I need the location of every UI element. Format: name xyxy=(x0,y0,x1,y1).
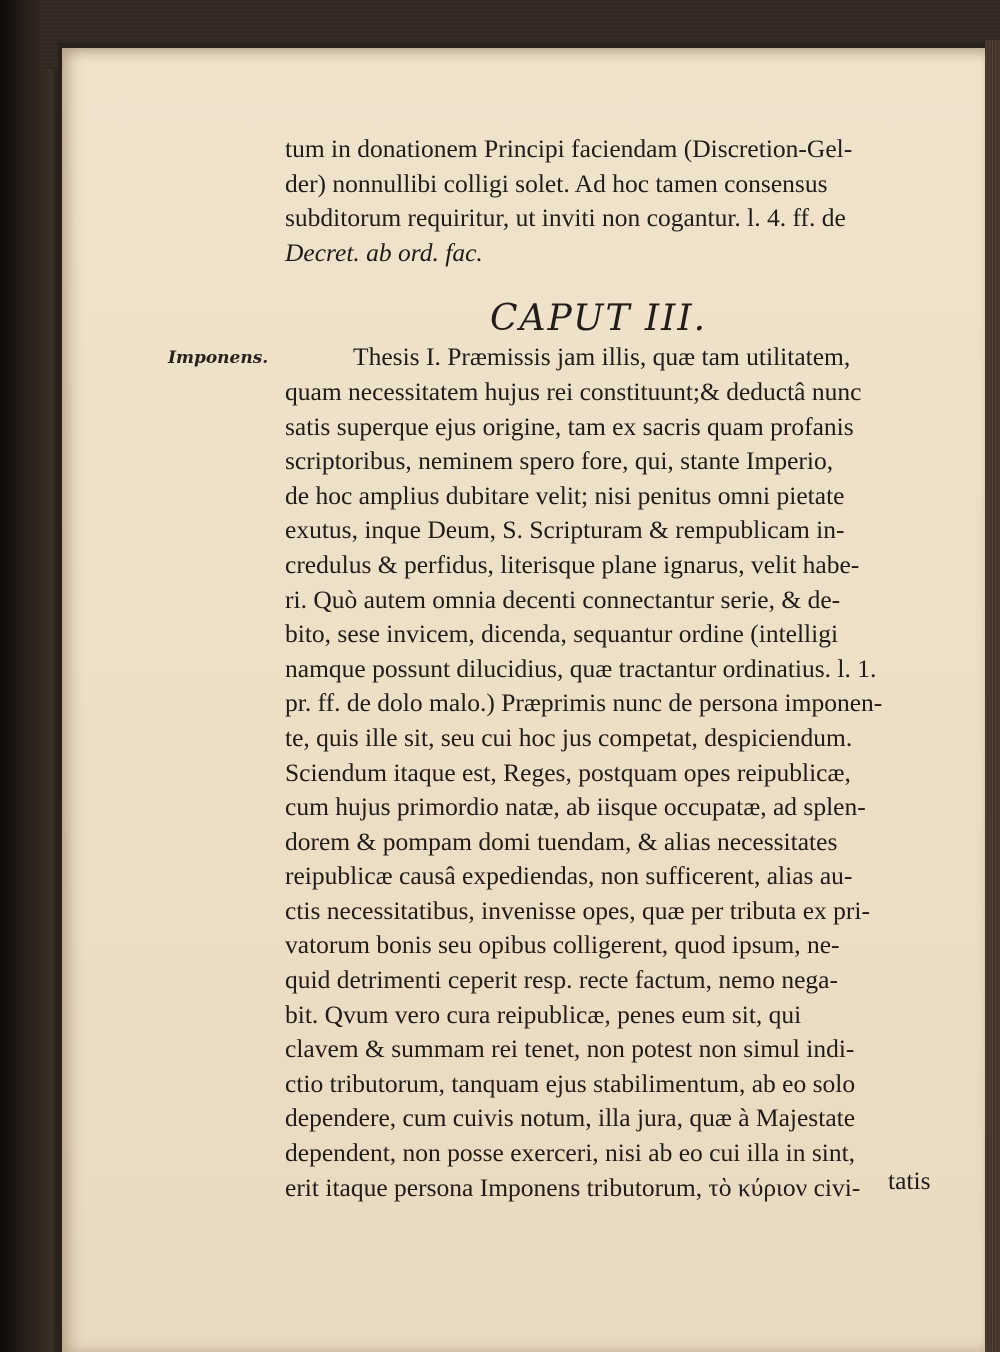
text-line: clavem & summam rei tenet, non potest non simul indi- xyxy=(285,1034,855,1064)
text-line: reipublicæ causâ expediendas, non sufficerent, alias au- xyxy=(285,861,853,891)
text-line: cum hujus primordio natæ, ab iisque occupatæ, ad splen- xyxy=(285,792,866,822)
text-line: pr. ff. de dolo malo.) Præprimis nunc de persona imponen- xyxy=(285,688,883,718)
text-line: tum in donationem Principi faciendam (Discretion-Gel- xyxy=(285,134,853,163)
text-line: Sciendum itaque est, Reges, postquam opes reipublicæ, xyxy=(285,757,851,787)
text-line: credulus & perfidus, literisque plane ignarus, velit habe- xyxy=(285,549,860,579)
body-text xyxy=(285,132,955,1205)
text-line: dependent, non posse exerceri, nisi ab eo cui illa in sint, xyxy=(285,1138,856,1168)
text-line: scriptoribus, neminem spero fore, qui, stante Imperio, xyxy=(285,446,834,476)
text-line: Decret. ab ord. fac. xyxy=(285,237,483,267)
text-line: vatorum bonis seu opibus colligerent, quod ipsum, ne- xyxy=(285,930,840,960)
margin-note: Imponens. xyxy=(168,348,269,368)
text-line: dorem & pompam domi tuendam, & alias necessitates xyxy=(285,826,838,856)
text-line: dependere, cum cuivis notum, illa jura, quæ à Majestate xyxy=(285,1103,856,1133)
text-line: subditorum requiritur, ut inviti non cogantur. l. 4. ff. de xyxy=(285,203,846,233)
text-line: quid detrimenti ceperit resp. recte factum, nemo nega- xyxy=(285,965,838,995)
text-line: de hoc amplius dubitare velit; nisi penitus omni pietate xyxy=(285,480,845,510)
text-line: satis superque ejus origine, tam ex sacris quam profanis xyxy=(285,411,854,441)
page-stack-edge xyxy=(985,40,1000,1352)
text-line: bit. Qvum vero cura reipublicæ, penes eum sit, qui xyxy=(285,999,802,1029)
text-line: der) nonnullibi colligi solet. Ad hoc tamen consensus xyxy=(285,168,828,198)
text-line: quam necessitatem hujus rei constituunt;& deductâ nunc xyxy=(285,376,862,406)
chapter-heading: CAPUT III. xyxy=(490,298,708,339)
text-line: Thesis I. Præmissis jam illis, quæ tam utilitatem, xyxy=(353,342,851,372)
text-line: ri. Quò autem omnia decenti connectantur serie, & de- xyxy=(285,584,841,614)
text-line: erit itaque persona Imponens tributorum, τὸ κύριον civi- xyxy=(285,1172,861,1202)
text-line: namque possunt dilucidius, quæ tractantur ordinatius. l. 1. xyxy=(285,653,877,683)
text-line: ctis necessitatibus, invenisse opes, quæ per tributa ex pri- xyxy=(285,895,870,925)
text-line: bito, sese invicem, dicenda, sequantur ordine (intelligi xyxy=(285,619,839,649)
text-line: ctio tributorum, tanquam ejus stabilimentum, ab eo solo xyxy=(285,1068,856,1098)
catchword: tatis xyxy=(888,1166,931,1195)
text-line: te, quis ille sit, seu cui hoc jus competat, despiciendum. xyxy=(285,722,853,752)
text-line: exutus, inque Deum, S. Scripturam & rempublicam in- xyxy=(285,515,845,545)
heading-gap xyxy=(285,270,955,340)
